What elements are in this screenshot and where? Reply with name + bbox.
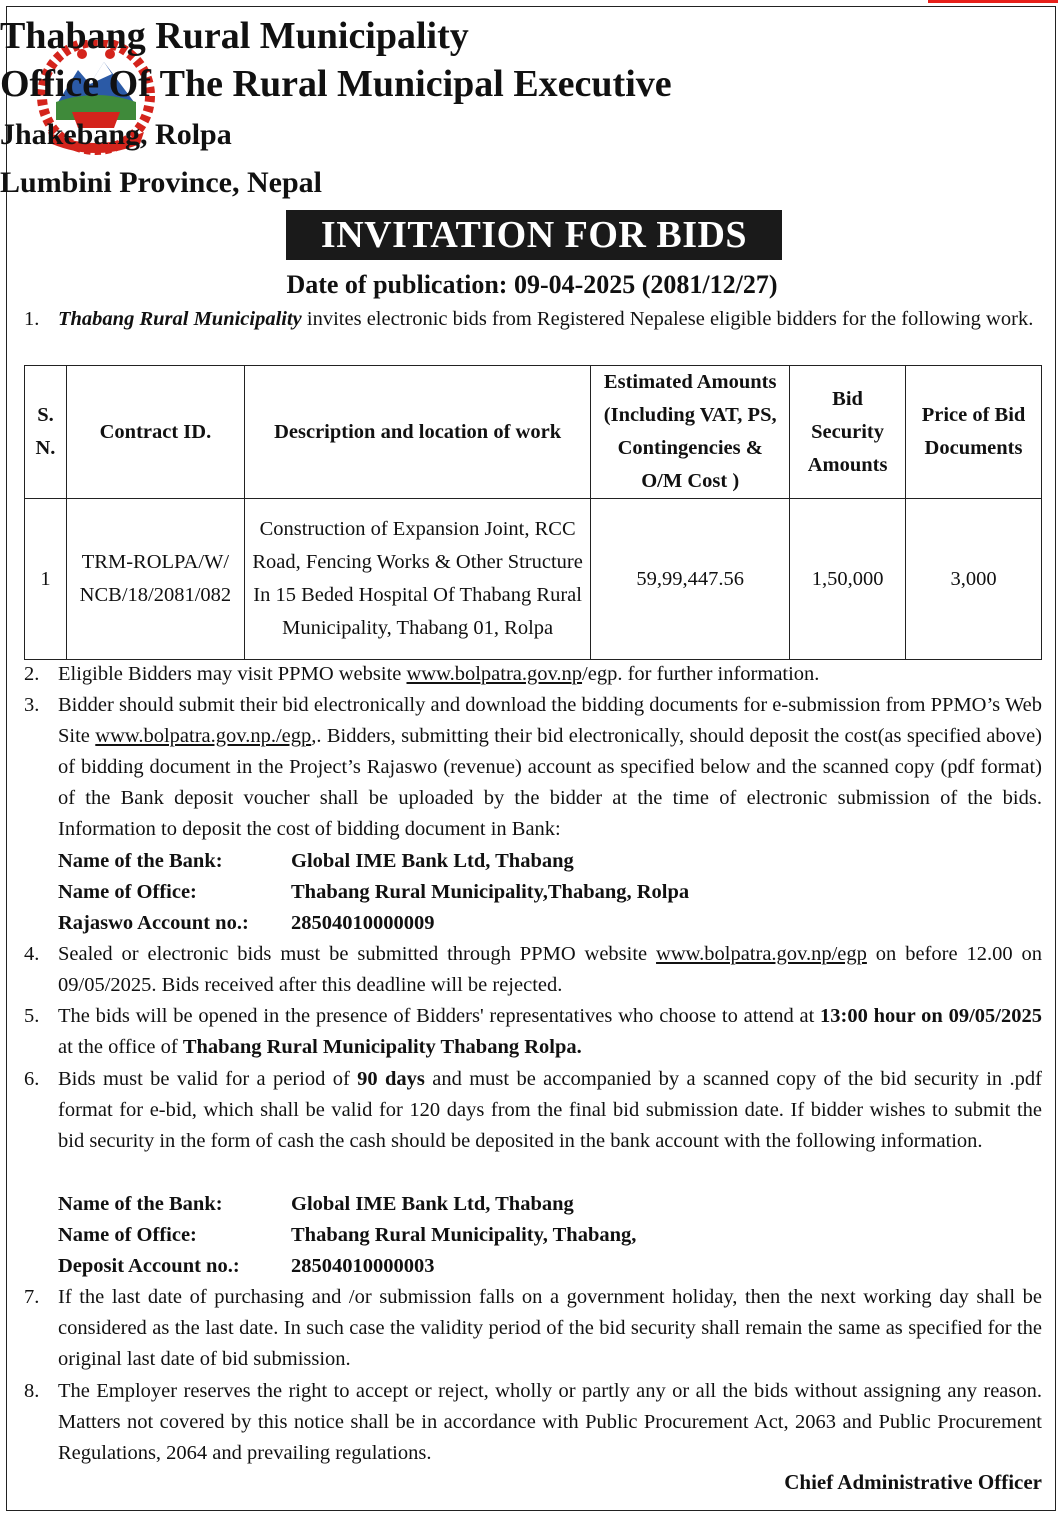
cell-price-docs: 3,000	[906, 499, 1042, 660]
signature-title: Chief Administrative Officer	[784, 1470, 1042, 1494]
bank2-account-row	[58, 1251, 435, 1282]
paragraph-text-end: and must be accompanied by a scanned copy of the bid security in .pdf format for e-bid, which shall be valid for 120 days from the final bid submission date. If bidder wishes to submit the bid security in the form of cash the cash should be deposited in the bank account with the following information.	[58, 1068, 1042, 1152]
paragraph-4	[24, 939, 1042, 1001]
label: Name of Office:	[58, 881, 197, 903]
ppmo-link[interactable]: www.bolpatra.gov.np./egp	[95, 725, 312, 747]
paragraph-7	[24, 1282, 1042, 1375]
paragraph-1	[24, 304, 1042, 335]
validity-period: 90 days	[357, 1068, 425, 1090]
value: Global IME Bank Ltd, Thabang	[291, 850, 574, 872]
label: Name of the Bank:	[58, 1193, 223, 1215]
col-contract-id: Contract ID.	[66, 366, 244, 499]
paragraph-text: Bids must be valid for a period of	[58, 1068, 358, 1090]
paragraph-5	[24, 1001, 1042, 1063]
paragraph-2	[24, 659, 1042, 690]
item-number: 6.	[24, 1068, 40, 1090]
address-line-2: Lumbini Province, Nepal	[0, 166, 322, 199]
table-header-row	[25, 366, 1042, 499]
item-number: 5.	[24, 1005, 40, 1027]
cell-sn: 1	[25, 499, 67, 660]
bank1-account-row	[58, 908, 435, 939]
bid-table	[24, 365, 1042, 660]
paragraph-text: Sealed or electronic bids must be submitted through PPMO website	[58, 943, 657, 965]
title-office: Office Of The Rural Municipal Executive	[0, 63, 672, 105]
paragraph-text-end: on before 12.00 on 09/05/2025. Bids received after this deadline will be rejected.	[58, 943, 1042, 996]
paragraph-text: The Employer reserves the right to accept or reject, wholly or partly any or all the bids without assigning any reason. Matters not covered by this notice shall be in accordance with Public Procurement Act, 2063 and Public Procurement Regulations, 2064 and prevailing regulations.	[58, 1380, 1042, 1464]
value: 28504010000003	[291, 1255, 435, 1277]
col-bid-security: Bid Security Amounts	[790, 366, 906, 499]
bank1-office-row	[58, 877, 689, 908]
paragraph-text: If the last date of purchasing and /or submission falls on a government holiday, then the next working day shall be considered as the last date. In such case the validity period of the bid security shall remain the same as specified for the original last date of bid submission.	[58, 1286, 1042, 1370]
cell-description: Construction of Expansion Joint, RCC Road, Fencing Works & Other Structure In 15 Beded Hospital Of Thabang Rural Municipality, Thabang 01, Rolpa	[244, 499, 590, 660]
publication-date: Date of publication: 09-04-2025 (2081/12/27)	[286, 270, 778, 299]
col-sn: S. N.	[25, 366, 67, 499]
label: Deposit Account no.:	[58, 1255, 240, 1277]
paragraph-text: The bids will be opened in the presence of Bidders' representatives who choose to attend at	[58, 1005, 821, 1027]
municipality-name: Thabang Rural Municipality	[58, 308, 302, 330]
value: Thabang Rural Municipality, Thabang,	[291, 1224, 637, 1246]
cell-estimated-amount: 59,99,447.56	[591, 499, 790, 660]
item-number: 7.	[24, 1286, 40, 1308]
bank1-name-row	[58, 846, 574, 877]
paragraph-text-mid: at the office of	[58, 1036, 183, 1058]
opening-time: 13:00 hour on 09/05/2025	[820, 1005, 1042, 1027]
paragraph-8	[24, 1376, 1042, 1469]
value: Global IME Bank Ltd, Thabang	[291, 1193, 574, 1215]
value: Thabang Rural Municipality,Thabang, Rolpa	[291, 881, 690, 903]
cell-bid-security: 1,50,000	[790, 499, 906, 660]
title-municipality: Thabang Rural Municipality	[0, 15, 469, 57]
cell-contract-id: TRM-ROLPA/W/ NCB/18/2081/082	[66, 499, 244, 660]
value: 28504010000009	[291, 912, 435, 934]
col-estimated-amounts: Estimated Amounts (Including VAT, PS, Contingencies & O/M Cost )	[591, 366, 790, 499]
label: Rajaswo Account no.:	[58, 912, 249, 934]
paragraph-text: Bidder should submit their bid electronically and download the bidding documents for e-submission from PPMO’s Web Site	[58, 694, 1042, 747]
opening-location: Thabang Rural Municipality Thabang Rolpa.	[182, 1036, 582, 1058]
paragraph-text: invites electronic bids from Registered Nepalese eligible bidders for the following work.	[301, 308, 1034, 330]
paragraph-6	[24, 1064, 1042, 1157]
col-price-docs: Price of Bid Documents	[906, 366, 1042, 499]
item-number: 4.	[24, 943, 40, 965]
table-row	[25, 499, 1042, 660]
invitation-banner: INVITATION FOR BIDS	[286, 210, 782, 260]
label: Name of the Bank:	[58, 850, 223, 872]
item-number: 3.	[24, 694, 40, 716]
ppmo-link[interactable]: www.bolpatra.gov.np/egp	[656, 943, 867, 965]
address-line-1: Jhakebang, Rolpa	[0, 118, 232, 151]
paragraph-text-end: /egp. for further information.	[582, 663, 820, 685]
ppmo-link[interactable]: www.bolpatra.gov.np	[406, 663, 583, 685]
label: Name of Office:	[58, 1224, 197, 1246]
item-number: 1.	[24, 308, 40, 330]
paragraph-3	[24, 690, 1042, 845]
paragraph-text-end: ,. Bidders, submitting their bid electronically, should deposit the cost(as specified above) of bidding document in the Project’s Rajaswo (revenue) account as specified below and the scanned copy (pdf format) of the Bank deposit voucher shall be uploaded by the bidder at the time of electronic submission of the bids. Information to deposit the cost of bidding document in Bank:	[58, 725, 1042, 840]
col-description: Description and location of work	[244, 366, 590, 499]
bank2-office-row	[58, 1220, 636, 1251]
item-number: 8.	[24, 1380, 40, 1402]
bank2-name-row	[58, 1189, 574, 1220]
paragraph-text: Eligible Bidders may visit PPMO website	[58, 663, 407, 685]
item-number: 2.	[24, 663, 40, 685]
top-red-mark	[928, 0, 1058, 3]
